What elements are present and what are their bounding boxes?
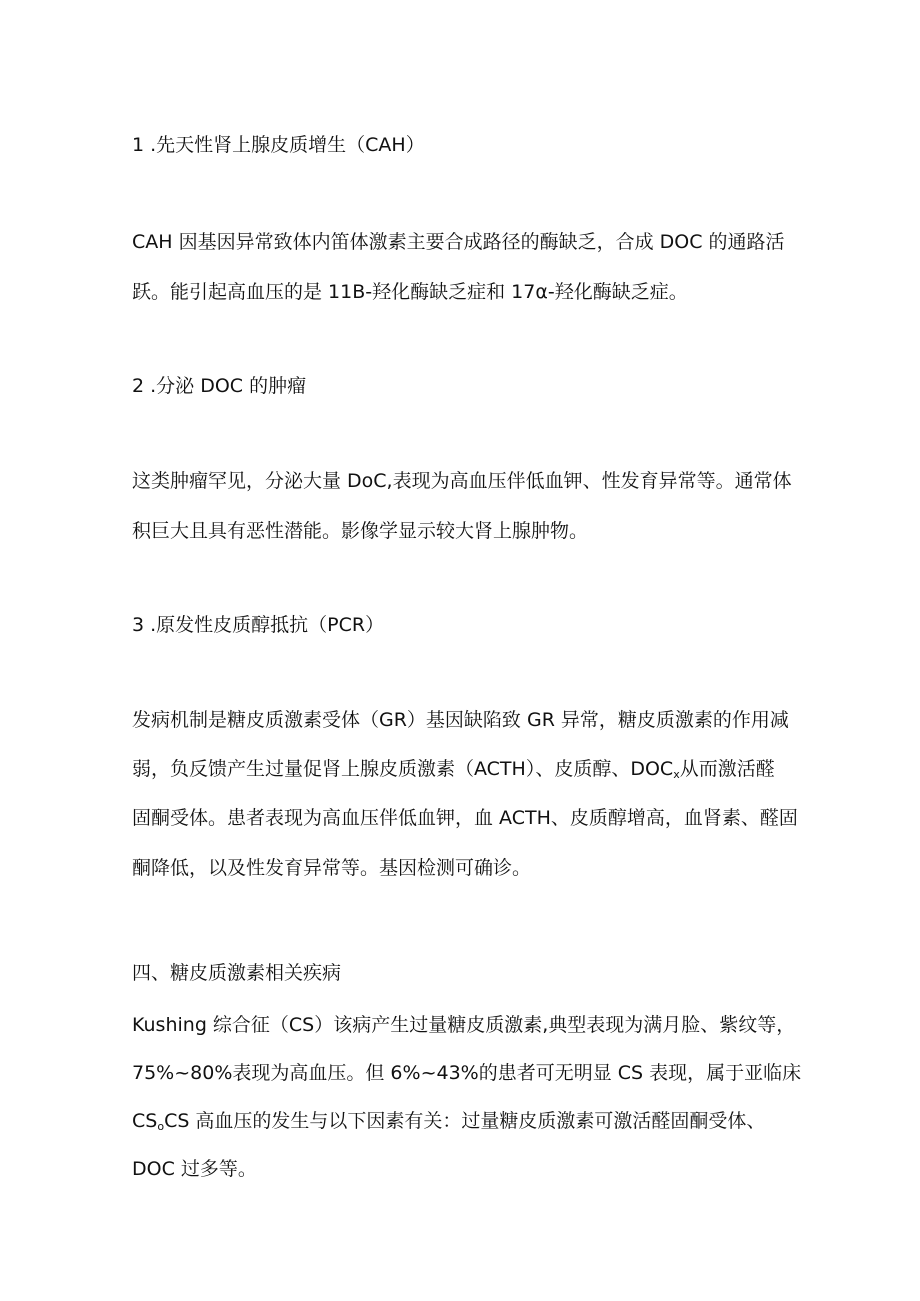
section-4-heading: 四、糖皮质激素相关疾病 <box>132 962 342 984</box>
section-2-line-2: 积巨大且具有恶性潜能。影像学显示较大肾上腺肿物。 <box>132 520 589 542</box>
section-3-line-1: 发病机制是糖皮质激素受体（GR）基因缺陷致 GR 异常，糖皮质激素的作用减 <box>132 709 789 731</box>
section-4-line-1: Kushing 综合征（CS）该病产生过量糖皮质激素,典型表现为满月脸、紫纹等， <box>132 1014 796 1036</box>
section-2-line-1: 这类肿瘤罕见，分泌大量 DoC,表现为高血压伴低血钾、性发育异常等。通常体 <box>132 470 792 492</box>
subscript-o: o <box>157 1120 165 1133</box>
section-3-line-3: 固酮受体。患者表现为高血压伴低血钾，血 ACTH、皮质醇增高，血肾素、醛固 <box>132 807 798 829</box>
section-1-line-1: CAH 因基因异常致体内笛体激素主要合成路径的酶缺乏，合成 DOC 的通路活 <box>132 231 785 253</box>
section-3-line-2 <box>132 756 775 788</box>
section-4-line-4: DOC 过多等。 <box>132 1158 257 1180</box>
section-1-heading: 1 .先天性肾上腺皮质增生（CAH） <box>132 134 425 156</box>
section-3-heading: 3 .原发性皮质醇抵抗（PCR） <box>132 614 385 636</box>
section-3-line-2-text: 弱，负反馈产生过量促肾上腺皮质激素（ACTH）、皮质醇、DOC <box>132 758 674 780</box>
section-4-line-3-tail: CS 高血压的发生与以下因素有关：过量糖皮质激素可激活醛固酮受体、 <box>164 1110 766 1132</box>
section-1-line-2: 跃。能引起高血压的是 11B-羟化酶缺乏症和 17α-羟化酶缺乏症。 <box>132 281 688 303</box>
section-4-line-3 <box>132 1108 765 1140</box>
section-3-line-4: 酮降低，以及性发育异常等。基因检测可确诊。 <box>132 857 532 879</box>
section-2-heading: 2 .分泌 DOC 的肿瘤 <box>132 375 307 397</box>
section-4-line-3-text: CS <box>132 1110 158 1132</box>
subscript-x: x <box>673 768 680 781</box>
section-3-line-2-tail: 从而激活醛 <box>679 758 775 780</box>
section-4-line-2: 75%~80%表现为高血压。但 6%~43%的患者可无明显 CS 表现，属于亚临床 <box>132 1062 802 1084</box>
